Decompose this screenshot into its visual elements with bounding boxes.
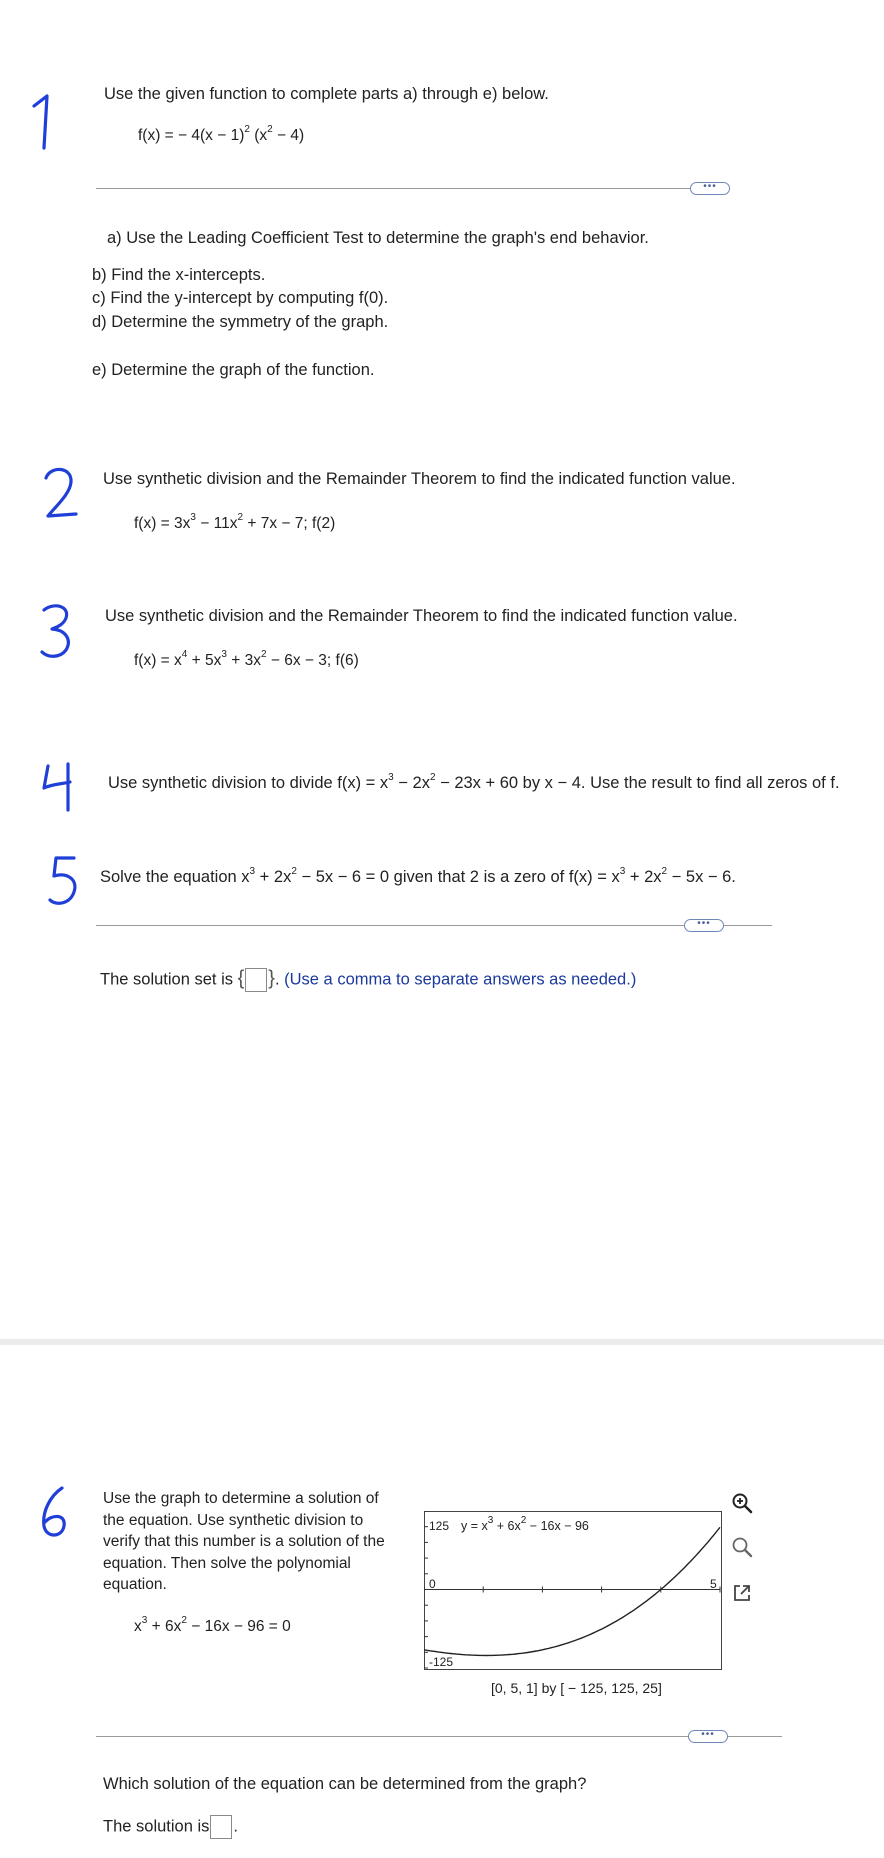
problem-6-equation: $x^3 + 6x^2 - 16x - 96 = 0$ xyxy=(134,1614,291,1635)
graph-x-left-label: 0 xyxy=(429,1577,436,1591)
handwritten-number-2 xyxy=(40,464,84,524)
function-curve xyxy=(424,1527,720,1655)
handwritten-number-6 xyxy=(36,1484,76,1542)
more-options-button[interactable]: ••• xyxy=(684,919,724,932)
graph-plot xyxy=(424,1511,722,1670)
problem-5-text: Solve the equation $x^3 + 2x^2 - 5x - 6 = 0$ given that 2 is a zero of $f(x) = x^3 + 2x^2 - 5x - 6$. xyxy=(100,865,736,886)
graph-window-label: [0, 5, 1] by [ − 125, 125, 25] xyxy=(491,1680,662,1696)
more-options-button[interactable]: ••• xyxy=(688,1730,728,1743)
zoom-out-icon[interactable] xyxy=(731,1536,753,1558)
more-options-button[interactable]: ••• xyxy=(690,182,730,195)
zoom-in-icon[interactable] xyxy=(731,1492,753,1514)
problem-2-prompt: Use synthetic division and the Remainder Theorem to find the indicated function value. xyxy=(103,470,736,488)
graph-equation-label: $y = x^3 + 6x^2 - 16x - 96$ xyxy=(461,1514,589,1533)
graph-x-right-label: 5 xyxy=(710,1577,717,1591)
graph-y-bottom-label: -125 xyxy=(429,1655,454,1669)
problem-1-part-c: c) Find the y-intercept by computing f(0). xyxy=(92,289,389,307)
section-divider xyxy=(96,925,772,926)
section-divider xyxy=(96,188,728,189)
section-divider xyxy=(96,1736,782,1737)
problem-1-part-e: e) Determine the graph of the function. xyxy=(92,361,375,379)
solution-set-input[interactable] xyxy=(245,968,267,992)
solution-input[interactable] xyxy=(210,1815,232,1839)
problem-2-function: $f(x) = 3x^3 - 11x^2 + 7x - 7$; f(2) xyxy=(134,511,336,532)
handwritten-number-3 xyxy=(36,600,80,662)
problem-1-part-b: b) Find the x-intercepts. xyxy=(92,266,266,284)
handwritten-number-5 xyxy=(44,852,84,912)
page-separator xyxy=(0,1339,884,1345)
problem-1-prompt: Use the given function to complete parts a) through e) below. xyxy=(104,85,549,103)
graph-y-top-label: 125 xyxy=(429,1519,450,1533)
problem-4-text: Use synthetic division to divide $f(x) = x^3 - 2x^2 - 23x + 60$ by x − 4. Use the result to find all zeros of f. xyxy=(108,771,840,792)
problem-6-question: Which solution of the equation can be determined from the graph? xyxy=(103,1775,587,1793)
handwritten-number-4 xyxy=(38,760,80,816)
problem-1-part-a: a) Use the Leading Coefficient Test to determine the graph's end behavior. xyxy=(107,229,649,247)
answer-label: The solution set is xyxy=(100,970,233,989)
problem-6-prompt: Use the graph to determine a solution of the equation. Use synthetic division to verify that this number is a solution of the equation. Then solve the polynomial equation. xyxy=(103,1490,385,1593)
answer-hint: (Use a comma to separate answers as needed.) xyxy=(284,970,637,989)
open-external-icon[interactable] xyxy=(731,1582,753,1604)
answer-label: The solution is xyxy=(103,1817,210,1836)
problem-6-answer-row: The solution is . xyxy=(103,1815,238,1839)
problem-1-part-d: d) Determine the symmetry of the graph. xyxy=(92,313,389,331)
problem-3-function: $f(x) = x^4 + 5x^3 + 3x^2 - 6x - 3$; f(6) xyxy=(134,648,359,669)
problem-5-answer-row: The solution set is { }. (Use a comma to separate answers as needed.) xyxy=(100,968,636,992)
problem-1-function: f(x) = − $4(x - 1)^2$ $(x^2 - 4)$ xyxy=(138,123,305,144)
handwritten-number-1 xyxy=(26,92,66,154)
problem-3-prompt: Use synthetic division and the Remainder Theorem to find the indicated function value. xyxy=(105,607,738,625)
